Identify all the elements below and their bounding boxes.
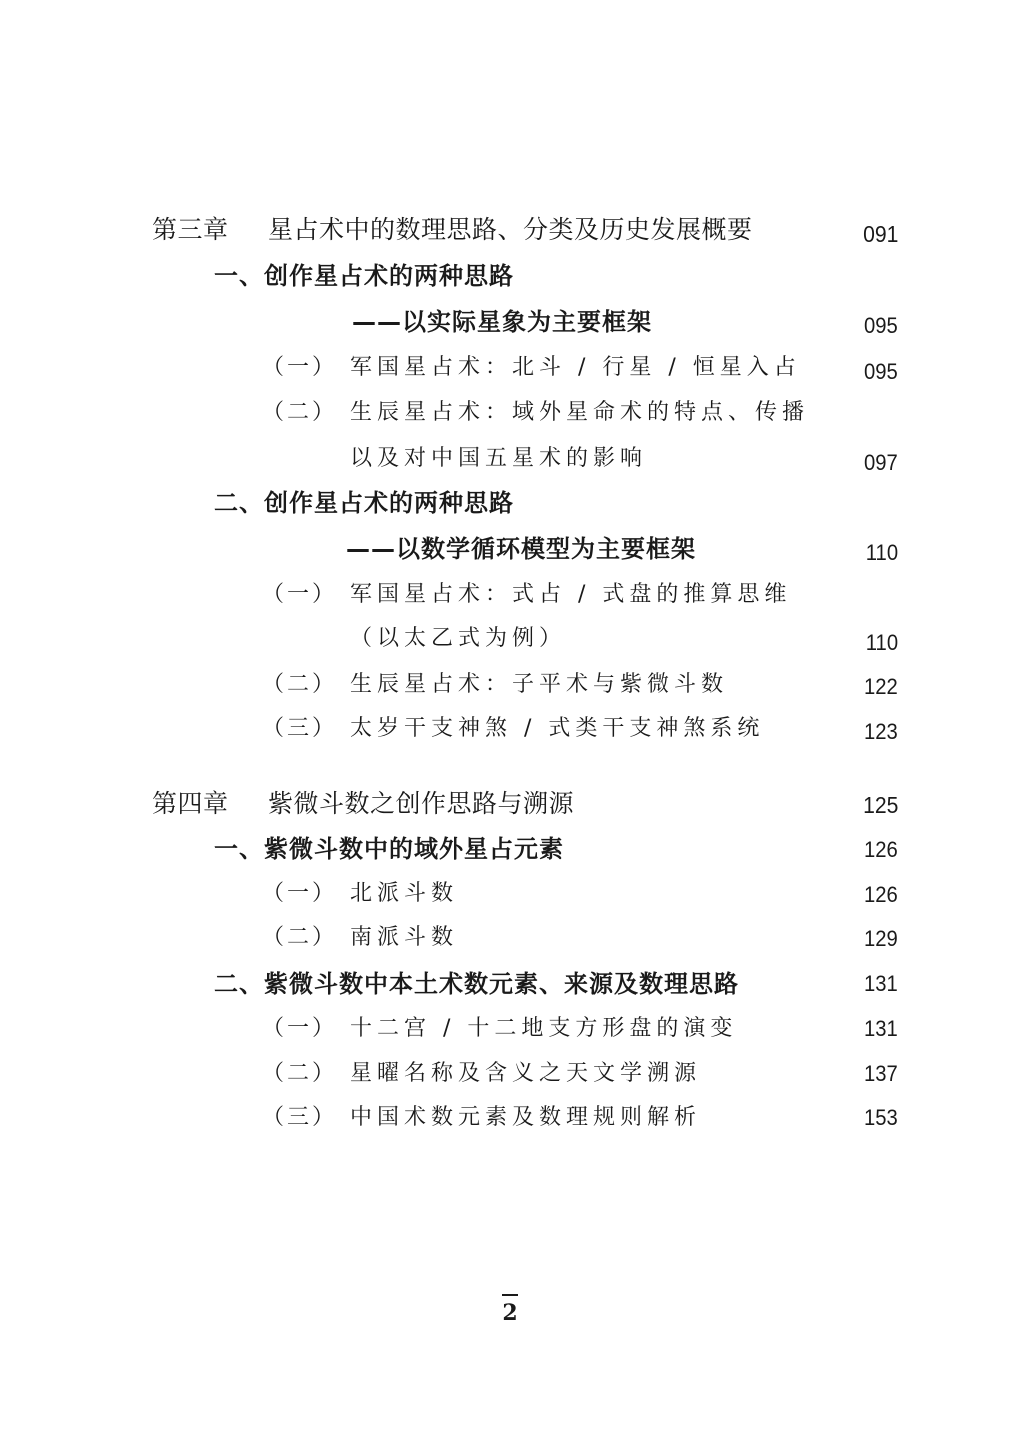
page-number: 095 bbox=[864, 313, 898, 338]
chapter-label: 第三章 bbox=[152, 215, 229, 244]
subsection-marker: （二） bbox=[262, 925, 338, 950]
page-number: 137 bbox=[864, 1061, 898, 1086]
page-number: 126 bbox=[864, 837, 898, 862]
toc-chapter-3[interactable] bbox=[0, 210, 1020, 250]
subsection-title: 生辰星占术：子平术与紫微斗数 bbox=[350, 672, 729, 697]
section-subtitle: ——以实际星象为主要框架 bbox=[352, 308, 652, 336]
page-number: 125 bbox=[862, 792, 898, 818]
section-title: 二、创作星占术的两种思路 bbox=[214, 489, 514, 517]
section-subtitle: ——以数学循环模型为主要框架 bbox=[346, 535, 696, 563]
chapter-title: 紫微斗数之创作思路与溯源 bbox=[268, 789, 575, 818]
page-number: 110 bbox=[865, 540, 898, 565]
toc-section-4-2[interactable] bbox=[0, 964, 1020, 1004]
subsection-title-cont: （以太乙式为例） bbox=[350, 626, 567, 651]
page-number: 153 bbox=[864, 1105, 898, 1130]
subsection-marker: （二） bbox=[262, 1061, 338, 1086]
subsection-title: 军国星占术：北斗 / 行星 / 恒星入占 bbox=[350, 355, 801, 380]
page-number: 097 bbox=[864, 450, 898, 475]
section-title: 二、紫微斗数中本土术数元素、来源及数理思路 bbox=[214, 970, 739, 998]
subsection-marker: （二） bbox=[262, 672, 338, 697]
toc-subsection-4-1-2[interactable] bbox=[0, 918, 1020, 958]
subsection-title: 军国星占术：式占 / 式盘的推算思维 bbox=[350, 582, 792, 607]
subsection-marker: （一） bbox=[262, 582, 338, 607]
page-number: 129 bbox=[864, 926, 898, 951]
subsection-title: 太岁干支神煞 / 式类干支神煞系统 bbox=[350, 716, 765, 741]
page-number: 122 bbox=[864, 674, 898, 699]
page-number-dash bbox=[502, 1294, 518, 1296]
chapter-label: 第四章 bbox=[152, 789, 229, 818]
toc-subsection-3-1-2[interactable] bbox=[0, 393, 1020, 433]
subsection-marker: （一） bbox=[262, 1016, 338, 1041]
subsection-title: 十二宫 / 十二地支方形盘的演变 bbox=[350, 1016, 738, 1041]
section-title: 一、创作星占术的两种思路 bbox=[214, 262, 514, 290]
subsection-title: 生辰星占术：域外星命术的特点、传播 bbox=[350, 400, 810, 425]
toc-subsection-3-1-1[interactable] bbox=[0, 348, 1020, 388]
page-number: 095 bbox=[864, 359, 898, 384]
toc-section-4-1[interactable] bbox=[0, 829, 1020, 869]
footer-page-number: 2 bbox=[502, 1300, 518, 1326]
subsection-marker: （二） bbox=[262, 400, 338, 425]
toc-subsection-4-1-1[interactable] bbox=[0, 874, 1020, 914]
toc-subsection-3-2-1-cont[interactable] bbox=[0, 619, 1020, 659]
toc-subsection-4-2-3[interactable] bbox=[0, 1098, 1020, 1138]
toc-subsection-4-2-1[interactable] bbox=[0, 1009, 1020, 1049]
subsection-title: 星曜名称及含义之天文学溯源 bbox=[350, 1061, 702, 1086]
subsection-title: 北派斗数 bbox=[350, 881, 459, 906]
page-number: 131 bbox=[864, 971, 898, 996]
toc-section-3-1-subtitle[interactable] bbox=[0, 302, 1020, 342]
subsection-title: 中国术数元素及数理规则解析 bbox=[350, 1105, 702, 1130]
toc-section-3-2[interactable] bbox=[0, 483, 1020, 523]
page-number: 126 bbox=[864, 882, 898, 907]
toc-subsection-3-1-2-cont[interactable] bbox=[0, 439, 1020, 479]
page-number: 110 bbox=[865, 630, 898, 655]
subsection-marker: （一） bbox=[262, 355, 338, 380]
page-number: 131 bbox=[864, 1016, 898, 1041]
chapter-title: 星占术中的数理思路、分类及历史发展概要 bbox=[268, 215, 753, 244]
toc-section-3-2-subtitle[interactable] bbox=[0, 529, 1020, 569]
page-number: 123 bbox=[864, 719, 898, 744]
subsection-marker: （三） bbox=[262, 716, 338, 741]
toc-subsection-3-2-3[interactable] bbox=[0, 709, 1020, 749]
subsection-marker: （一） bbox=[262, 881, 338, 906]
toc-subsection-3-2-1[interactable] bbox=[0, 575, 1020, 615]
subsection-title-cont: 以及对中国五星术的影响 bbox=[350, 446, 648, 471]
toc-subsection-4-2-2[interactable] bbox=[0, 1054, 1020, 1094]
page-footer bbox=[0, 1294, 1020, 1326]
toc-subsection-3-2-2[interactable] bbox=[0, 665, 1020, 705]
subsection-title: 南派斗数 bbox=[350, 925, 459, 950]
page-number: 091 bbox=[862, 221, 898, 247]
toc-section-3-1[interactable] bbox=[0, 256, 1020, 296]
section-title: 一、紫微斗数中的域外星占元素 bbox=[214, 835, 564, 863]
subsection-marker: （三） bbox=[262, 1105, 338, 1130]
toc-chapter-4[interactable] bbox=[0, 784, 1020, 824]
